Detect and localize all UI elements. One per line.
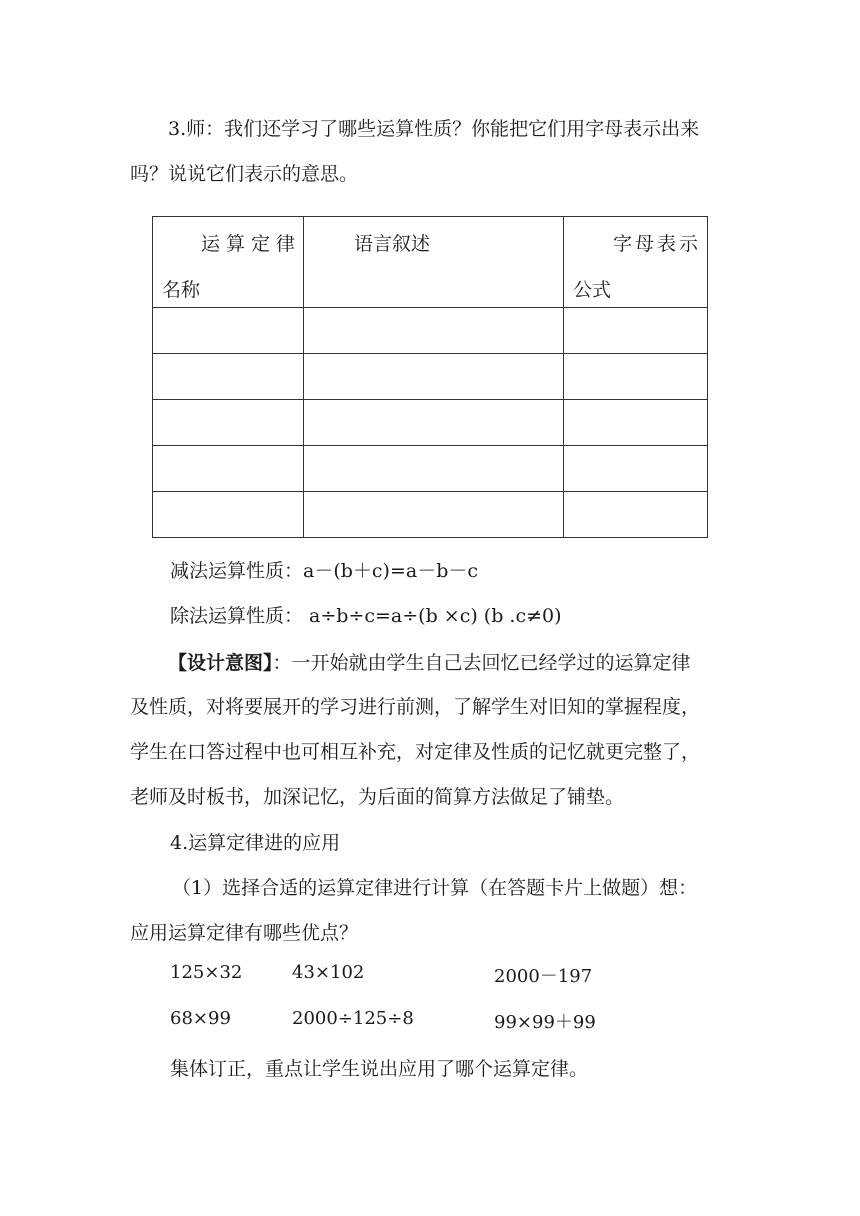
header-law-name-line1: 运算定律 — [201, 233, 302, 255]
table-cell[interactable] — [153, 492, 304, 538]
table-cell[interactable] — [304, 354, 564, 400]
table-cell[interactable] — [153, 400, 304, 446]
calc-expression: 2000÷125÷8 — [292, 1008, 414, 1029]
intro-line-1: 3.师：我们还学习了哪些运算性质？你能把它们用字母表示出来 — [168, 118, 700, 140]
design-intent-text-1: ：一开始就由学生自己去回忆已经学过的运算定律 — [272, 652, 691, 674]
intro-line-2: 吗？说说它们表示的意思。 — [130, 163, 359, 185]
header-cell-formula — [564, 217, 708, 308]
table-cell[interactable] — [304, 308, 564, 354]
design-intent-label: 【设计意图】 — [168, 652, 273, 674]
table-row — [153, 308, 708, 354]
table-cell[interactable] — [564, 492, 708, 538]
table-row — [153, 492, 708, 538]
table-cell[interactable] — [153, 354, 304, 400]
table-cell[interactable] — [564, 308, 708, 354]
header-cell-law-name — [153, 217, 304, 308]
section-4-title: 4.运算定律进的应用 — [170, 832, 341, 854]
question-1-line-1: （1）选择合适的运算定律进行计算（在答题卡片上做题）想： — [172, 877, 698, 899]
calc-expression: 43×102 — [292, 962, 365, 983]
calc-expression: 2000－197 — [494, 966, 593, 987]
table-row — [153, 400, 708, 446]
header-formula-line1: 字母表示 — [613, 233, 702, 255]
table-cell[interactable] — [304, 492, 564, 538]
question-1-line-2: 应用运算定律有哪些优点？ — [130, 922, 359, 944]
division-property: 除法运算性质： a÷b÷c=a÷(b ×c) (b .c≠0) — [170, 605, 562, 627]
design-intent-line-1 — [168, 648, 691, 675]
correction-note: 集体订正，重点让学生说出应用了哪个运算定律。 — [170, 1058, 589, 1080]
table-cell[interactable] — [564, 400, 708, 446]
header-description: 语言叙述 — [354, 233, 431, 255]
table-cell[interactable] — [304, 446, 564, 492]
design-intent-line-4: 老师及时板书，加深记忆，为后面的简算方法做足了铺垫。 — [130, 786, 625, 808]
table-cell[interactable] — [153, 308, 304, 354]
table-cell[interactable] — [564, 354, 708, 400]
table-cell[interactable] — [304, 400, 564, 446]
calc-expression: 68×99 — [170, 1008, 231, 1029]
operation-laws-table — [152, 216, 708, 538]
table-row — [153, 354, 708, 400]
calc-expression: 99×99＋99 — [494, 1012, 596, 1033]
subtraction-property: 减法运算性质：a－(b＋c)=a－b－c — [170, 560, 479, 582]
header-formula-line2: 公式 — [573, 279, 612, 301]
table-cell[interactable] — [153, 446, 304, 492]
calc-expression: 125×32 — [170, 962, 243, 983]
design-intent-line-2: 及性质，对将要展开的学习进行前测，了解学生对旧知的掌握程度， — [130, 696, 701, 718]
header-cell-description — [304, 217, 564, 308]
table-cell[interactable] — [564, 446, 708, 492]
table-row — [153, 446, 708, 492]
table-header-row — [153, 217, 708, 308]
header-law-name-line2: 名称 — [162, 279, 201, 301]
design-intent-line-3: 学生在口答过程中也可相互补充，对定律及性质的记忆就更完整了， — [130, 741, 701, 763]
